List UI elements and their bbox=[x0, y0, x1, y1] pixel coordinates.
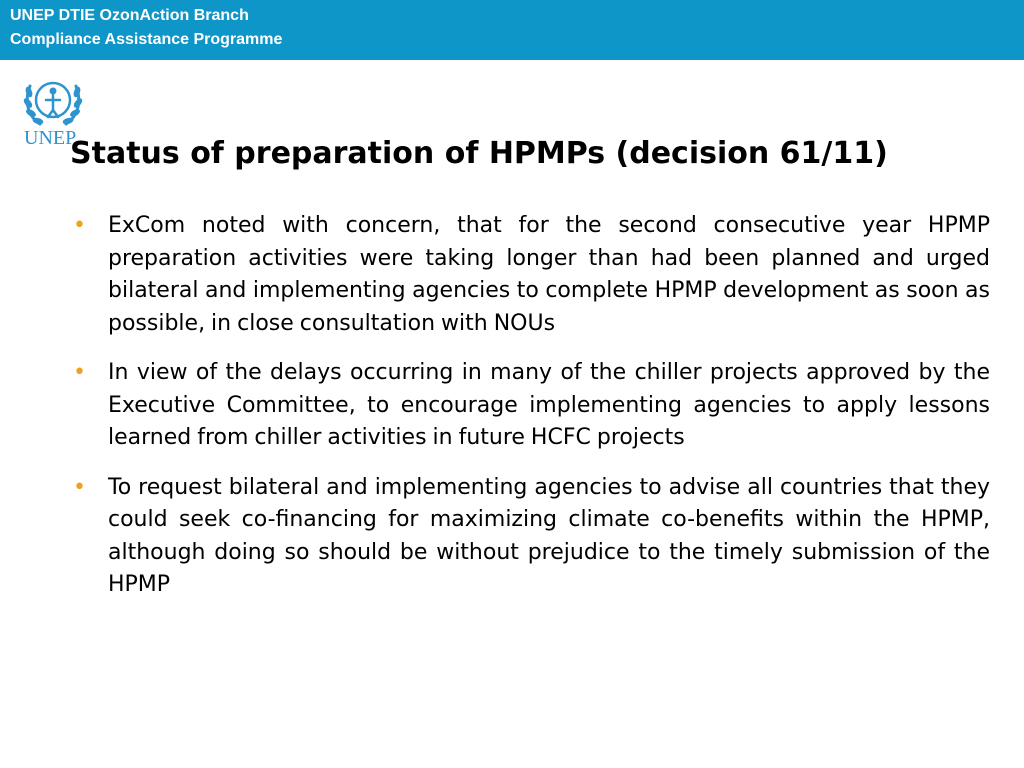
bullet-icon: • bbox=[73, 474, 86, 500]
bullet-text: ExCom noted with concern, that for the second consecutive year HPMP preparation activities were taking longer than had been planned and urged bilateral and implementing agencies to complete HPMP development as soon as possible, in close consultation with NOUs bbox=[108, 213, 990, 336]
unep-logo-text: UNEP bbox=[24, 127, 77, 149]
bullet-icon: • bbox=[73, 360, 86, 385]
bullet-item bbox=[70, 357, 990, 455]
header-bar bbox=[0, 0, 1024, 60]
header-programme-name: Compliance Assistance Programme bbox=[10, 31, 283, 48]
bullet-text: In view of the delays occurring in many of the chiller projects approved by the Executive Committee, to encourage implementing agencies to apply lessons learned from chiller activities in future HCFC projects bbox=[108, 360, 990, 450]
bullet-icon: • bbox=[73, 213, 86, 238]
slide-title: Status of preparation of HPMPs (decision 61/11) bbox=[70, 136, 888, 171]
un-emblem-icon bbox=[20, 72, 86, 132]
bullet-text: To request bilateral and implementing agencies to advise all countries that they could seek co-financing for maximizing climate co-benefits within the HPMP, although doing so should be without prejudice to the timely submission of the HPMP bbox=[108, 474, 990, 597]
bullet-item bbox=[70, 472, 990, 602]
header-org-name: UNEP DTIE OzonAction Branch bbox=[10, 7, 249, 24]
bullet-item bbox=[70, 210, 990, 340]
bullet-list bbox=[70, 210, 990, 619]
